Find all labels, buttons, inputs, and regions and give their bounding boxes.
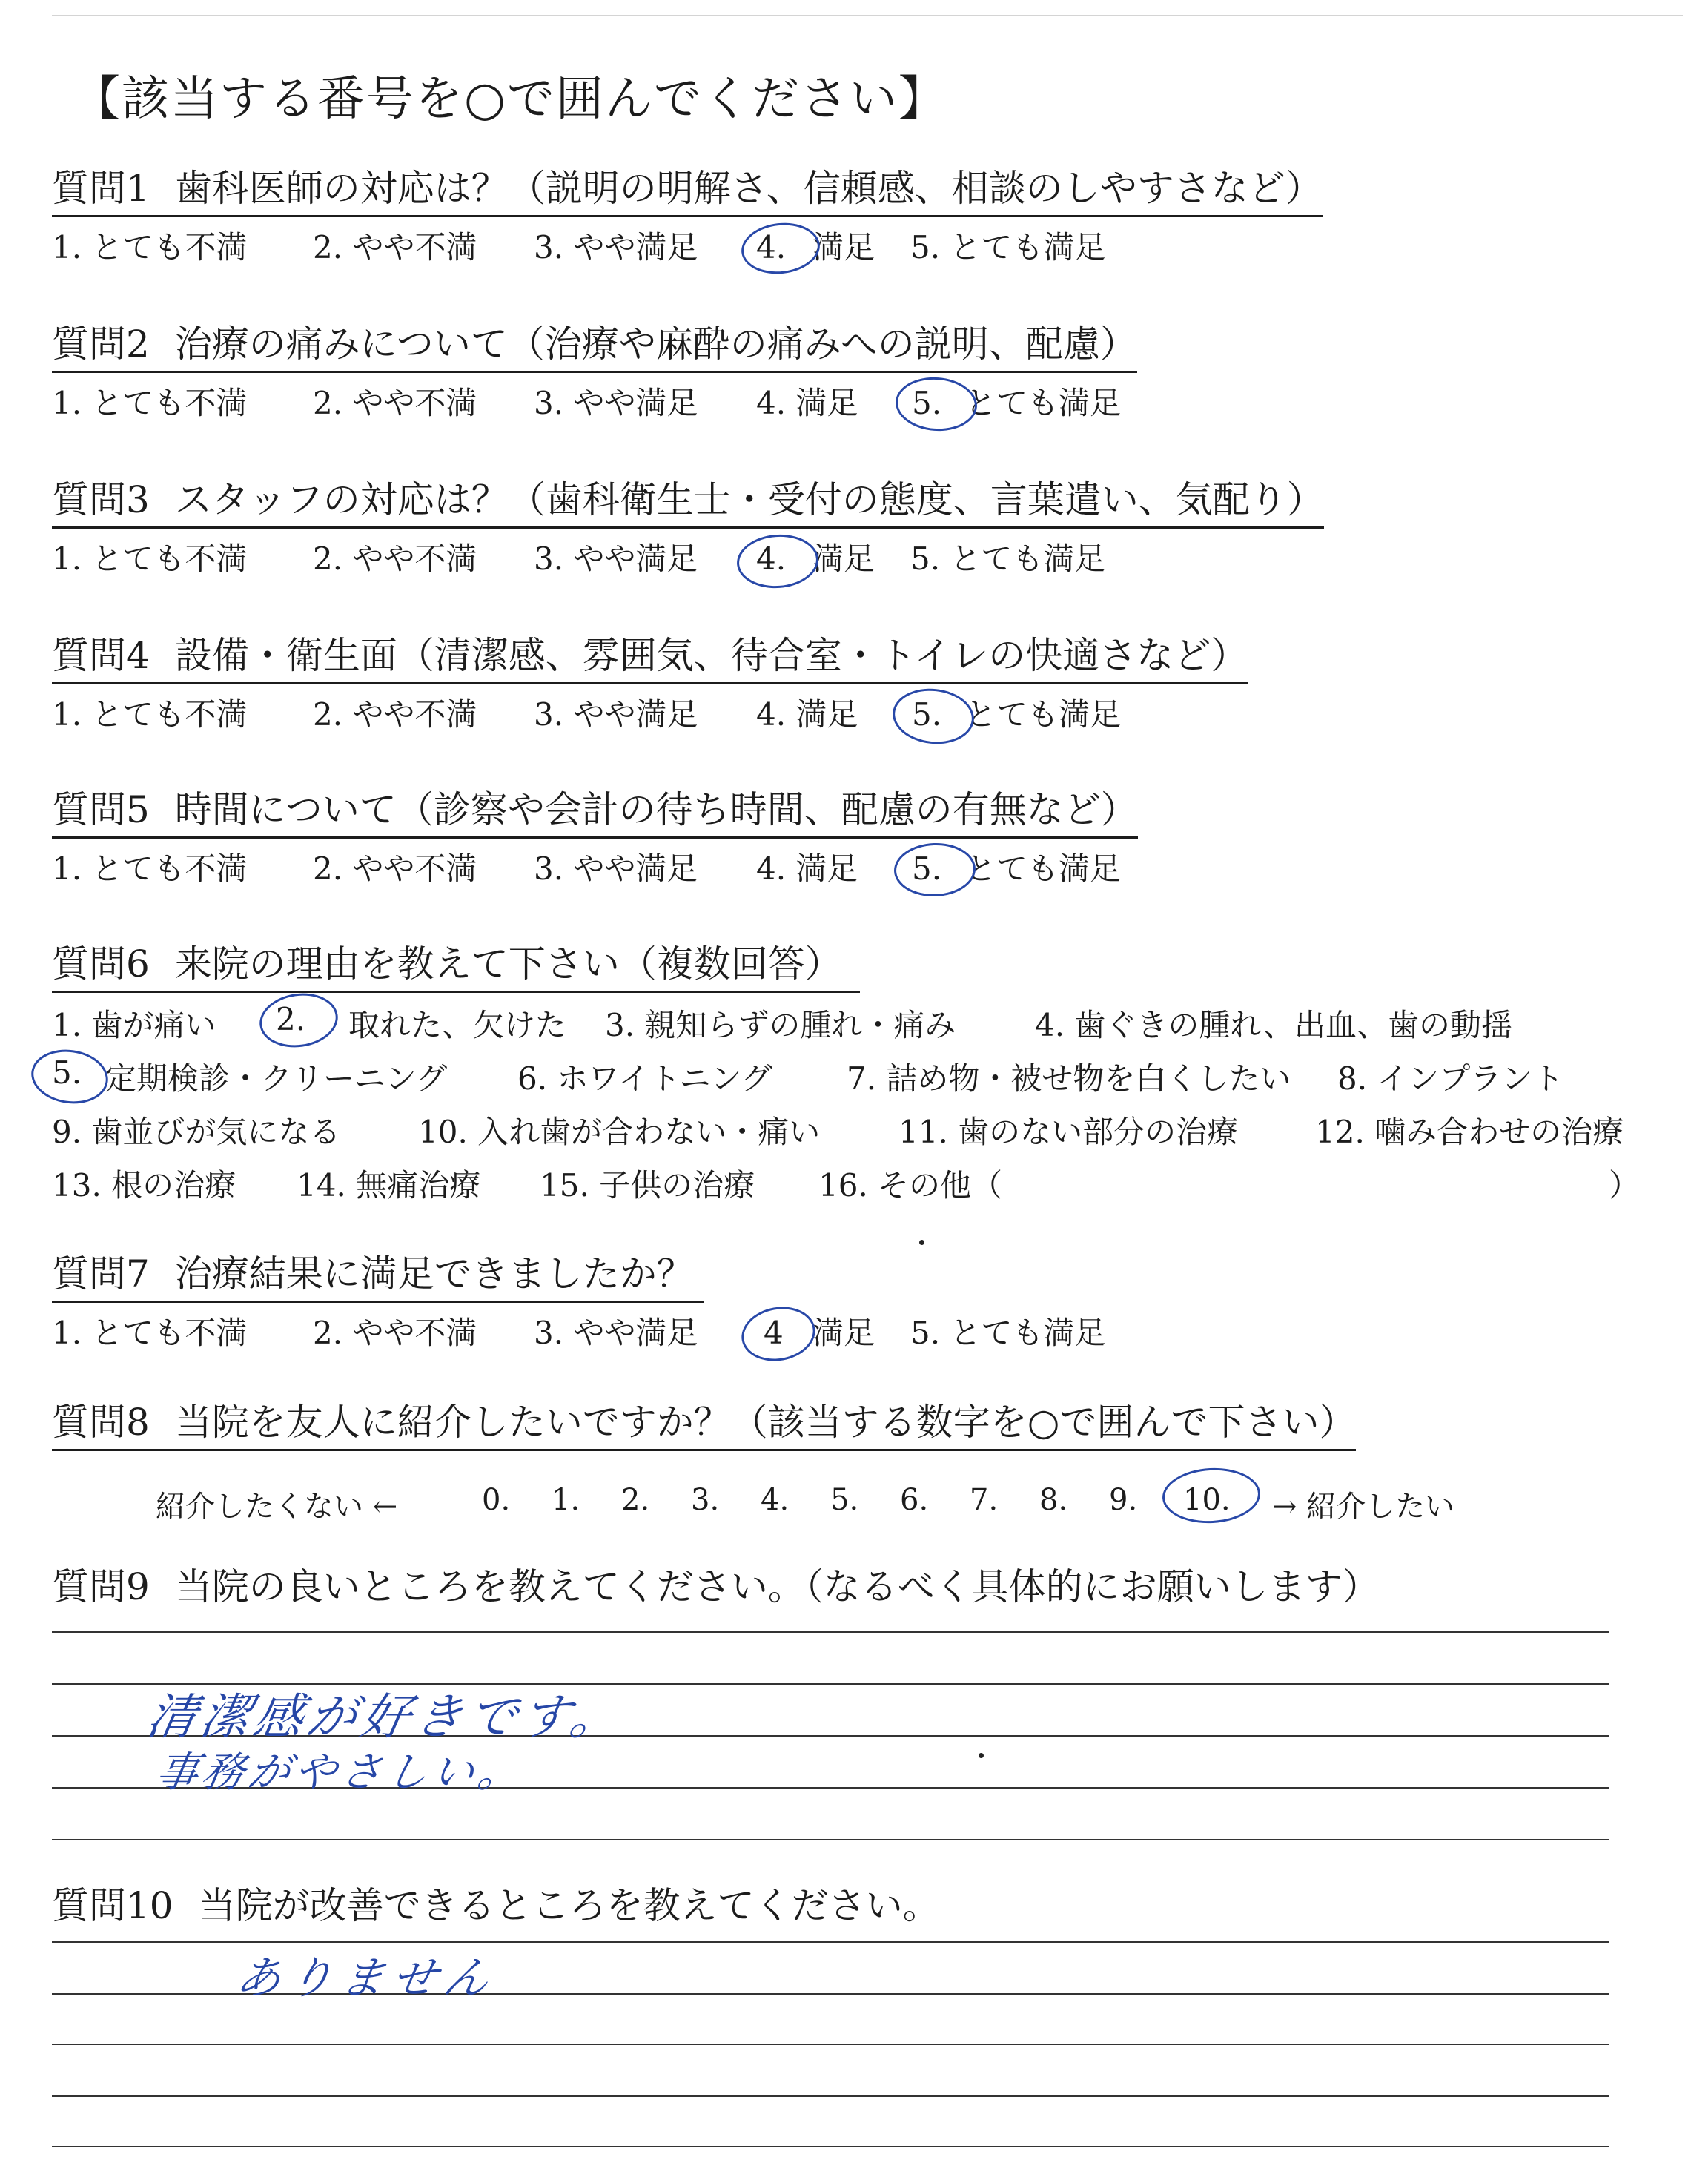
question-number: 質問3 — [52, 478, 150, 521]
option-3[interactable]: 3. やや満足 — [534, 540, 698, 577]
question-5 — [52, 788, 1138, 887]
question-4 — [52, 634, 1248, 733]
option-5[interactable]: 5. とても満足 — [910, 1314, 1106, 1351]
scale-7[interactable]: 7. — [970, 1483, 999, 1517]
scale-2[interactable]: 2. — [621, 1483, 650, 1517]
option-5-label: とても満足 — [965, 696, 1122, 733]
question-4-title — [52, 635, 1248, 684]
question-9-title — [52, 1557, 1380, 1611]
scale-3[interactable]: 3. — [691, 1483, 720, 1517]
option-4[interactable]: 4. 満足 — [756, 850, 858, 887]
option-2[interactable]: 2. やや不満 — [313, 850, 477, 887]
answer-line — [52, 1839, 1609, 1840]
option-10[interactable]: 10. 入れ歯が合わない・痛い — [418, 1114, 821, 1150]
option-2[interactable]: 2. やや不満 — [313, 1314, 477, 1351]
option-15[interactable]: 15. 子供の治療 — [540, 1167, 755, 1203]
question-number: 質問9 — [52, 1565, 150, 1608]
scale-0[interactable]: 0. — [482, 1483, 511, 1517]
option-3[interactable]: 3. やや満足 — [534, 1314, 698, 1351]
question-2 — [52, 323, 1137, 421]
option-5[interactable]: 5. とても満足 — [910, 540, 1106, 577]
option-5[interactable]: 5. — [912, 850, 942, 887]
question-3-title — [52, 479, 1324, 529]
question-number: 質問2 — [52, 323, 150, 366]
option-8[interactable]: 8. インプラント — [1337, 1060, 1564, 1097]
question-6-title — [52, 943, 860, 993]
option-4[interactable]: 4. 歯ぐきの腫れ、出血、歯の動揺 — [1035, 1007, 1512, 1043]
option-1[interactable]: 1. 歯が痛い — [52, 1007, 216, 1043]
scan-speck — [979, 1753, 984, 1758]
option-2[interactable]: 2. やや不満 — [313, 384, 477, 421]
question-number: 質問7 — [52, 1252, 150, 1295]
question-number: 質問6 — [52, 942, 150, 985]
option-11[interactable]: 11. 歯のない部分の治療 — [898, 1114, 1239, 1150]
scale-9[interactable]: 9. — [1109, 1483, 1138, 1517]
question-1 — [52, 167, 1323, 265]
option-3[interactable]: 3. やや満足 — [534, 228, 698, 265]
option-1[interactable]: 1. とても不満 — [52, 696, 248, 733]
question-10-title — [52, 1876, 940, 1929]
question-2-title — [52, 323, 1137, 373]
handwritten-answer-line-2: 事務がやさしい。 — [152, 1748, 529, 1797]
scale-5[interactable]: 5. — [830, 1483, 859, 1517]
question-8-title — [52, 1401, 1356, 1451]
option-16[interactable]: 16. その他（ — [818, 1167, 1003, 1203]
question-number: 質問1 — [52, 167, 150, 210]
question-text: 時間について（診察や会計の待ち時間、配慮の有無など） — [174, 788, 1138, 831]
question-text: 治療の痛みについて（治療や麻酔の痛みへの説明、配慮） — [174, 323, 1137, 366]
option-2[interactable]: 2. — [276, 1001, 306, 1037]
handwritten-answer: ありません — [231, 1952, 501, 2004]
option-13[interactable]: 13. 根の治療 — [52, 1167, 236, 1203]
option-3[interactable]: 3. やや満足 — [534, 850, 698, 887]
option-2[interactable]: 2. やや不満 — [313, 696, 477, 733]
option-5[interactable]: 5. — [52, 1054, 82, 1091]
option-2-label: 取れた、欠けた — [348, 1007, 567, 1043]
scale-4[interactable]: 4. — [761, 1483, 790, 1517]
option-1[interactable]: 1. とても不満 — [52, 540, 248, 577]
option-4[interactable]: 4. 満足 — [756, 384, 858, 421]
option-1[interactable]: 1. とても不満 — [52, 850, 248, 887]
question-7-title — [52, 1253, 704, 1303]
scale-left-label: 紹介したくない ← — [156, 1490, 398, 1524]
option-5-label: とても満足 — [965, 850, 1122, 887]
option-3[interactable]: 3. やや満足 — [534, 696, 698, 733]
option-4[interactable]: 4 — [764, 1314, 784, 1351]
answer-line — [52, 2146, 1609, 2147]
question-text: 歯科医師の対応は？（説明の明解さ、信頼感、相談のしやすさなど） — [174, 167, 1323, 210]
option-5-label: とても満足 — [965, 384, 1122, 421]
option-5-label: 定期検診・クリーニング — [105, 1060, 448, 1097]
option-4[interactable]: 4. — [756, 540, 787, 577]
handwritten-answer-line-1: 清潔感が好きです。 — [142, 1688, 629, 1745]
option-6[interactable]: 6. ホワイトニング — [517, 1060, 772, 1097]
option-7[interactable]: 7. 詰め物・被せ物を白くしたい — [847, 1060, 1291, 1097]
question-5-title — [52, 789, 1138, 839]
question-text: 治療結果に満足できましたか？ — [174, 1252, 694, 1295]
question-text: 当院が改善できるところを教えてください。 — [198, 1884, 940, 1927]
answer-line — [52, 2044, 1609, 2045]
question-text: 当院の良いところを教えてください。（なるべく具体的にお願いします） — [174, 1565, 1380, 1608]
option-5[interactable]: 5. とても満足 — [910, 228, 1106, 265]
option-9[interactable]: 9. 歯並びが気になる — [52, 1114, 341, 1150]
option-2[interactable]: 2. やや不満 — [313, 540, 477, 577]
page-top-edge — [52, 15, 1683, 16]
other-close-paren: ） — [1609, 1167, 1641, 1203]
option-4-label: 満足 — [812, 540, 875, 577]
option-2[interactable]: 2. やや不満 — [313, 228, 477, 265]
answer-line — [52, 1631, 1609, 1633]
option-5[interactable]: 5. — [912, 696, 942, 733]
option-1[interactable]: 1. とても不満 — [52, 228, 248, 265]
option-3[interactable]: 3. 親知らずの腫れ・痛み — [605, 1007, 956, 1043]
scale-1[interactable]: 1. — [552, 1483, 580, 1517]
scale-8[interactable]: 8. — [1039, 1483, 1068, 1517]
option-12[interactable]: 12. 噛み合わせの治療 — [1315, 1114, 1624, 1150]
option-5[interactable]: 5. — [912, 384, 942, 421]
question-8 — [52, 1401, 1356, 1451]
question-number: 質問5 — [52, 788, 150, 831]
question-number: 質問10 — [52, 1884, 173, 1927]
scale-6[interactable]: 6. — [900, 1483, 929, 1517]
scale-right-label: → 紹介したい — [1272, 1490, 1455, 1524]
scale-10[interactable]: 10. — [1183, 1483, 1231, 1517]
option-14[interactable]: 14. 無痛治療 — [297, 1167, 481, 1203]
form-heading: 【該当する番号を○で囲んでください】 — [73, 72, 947, 127]
question-text: 来院の理由を教えて下さい（複数回答） — [174, 942, 842, 985]
question-1-title — [52, 168, 1323, 217]
question-6 — [52, 943, 860, 993]
question-3 — [52, 478, 1324, 577]
question-text: 当院を友人に紹介したいですか？（該当する数字を○で囲んで下さい） — [174, 1401, 1357, 1444]
option-4[interactable]: 4. — [756, 228, 787, 265]
question-text: 設備・衛生面（清潔感、雰囲気、待合室・トイレの快適さなど） — [174, 634, 1248, 677]
option-1[interactable]: 1. とても不満 — [52, 384, 248, 421]
question-7 — [52, 1252, 1106, 1351]
option-3[interactable]: 3. やや満足 — [534, 384, 698, 421]
answer-line — [52, 2095, 1609, 2097]
option-4-label: 満足 — [812, 1314, 875, 1351]
option-4[interactable]: 4. 満足 — [756, 696, 858, 733]
question-number: 質問8 — [52, 1401, 150, 1444]
option-1[interactable]: 1. とても不満 — [52, 1314, 248, 1351]
question-text: スタッフの対応は？（歯科衛生士・受付の態度、言葉遣い、気配り） — [174, 478, 1324, 521]
scan-speck — [919, 1240, 924, 1245]
question-number: 質問4 — [52, 634, 150, 677]
option-4-label: 満足 — [812, 228, 875, 265]
